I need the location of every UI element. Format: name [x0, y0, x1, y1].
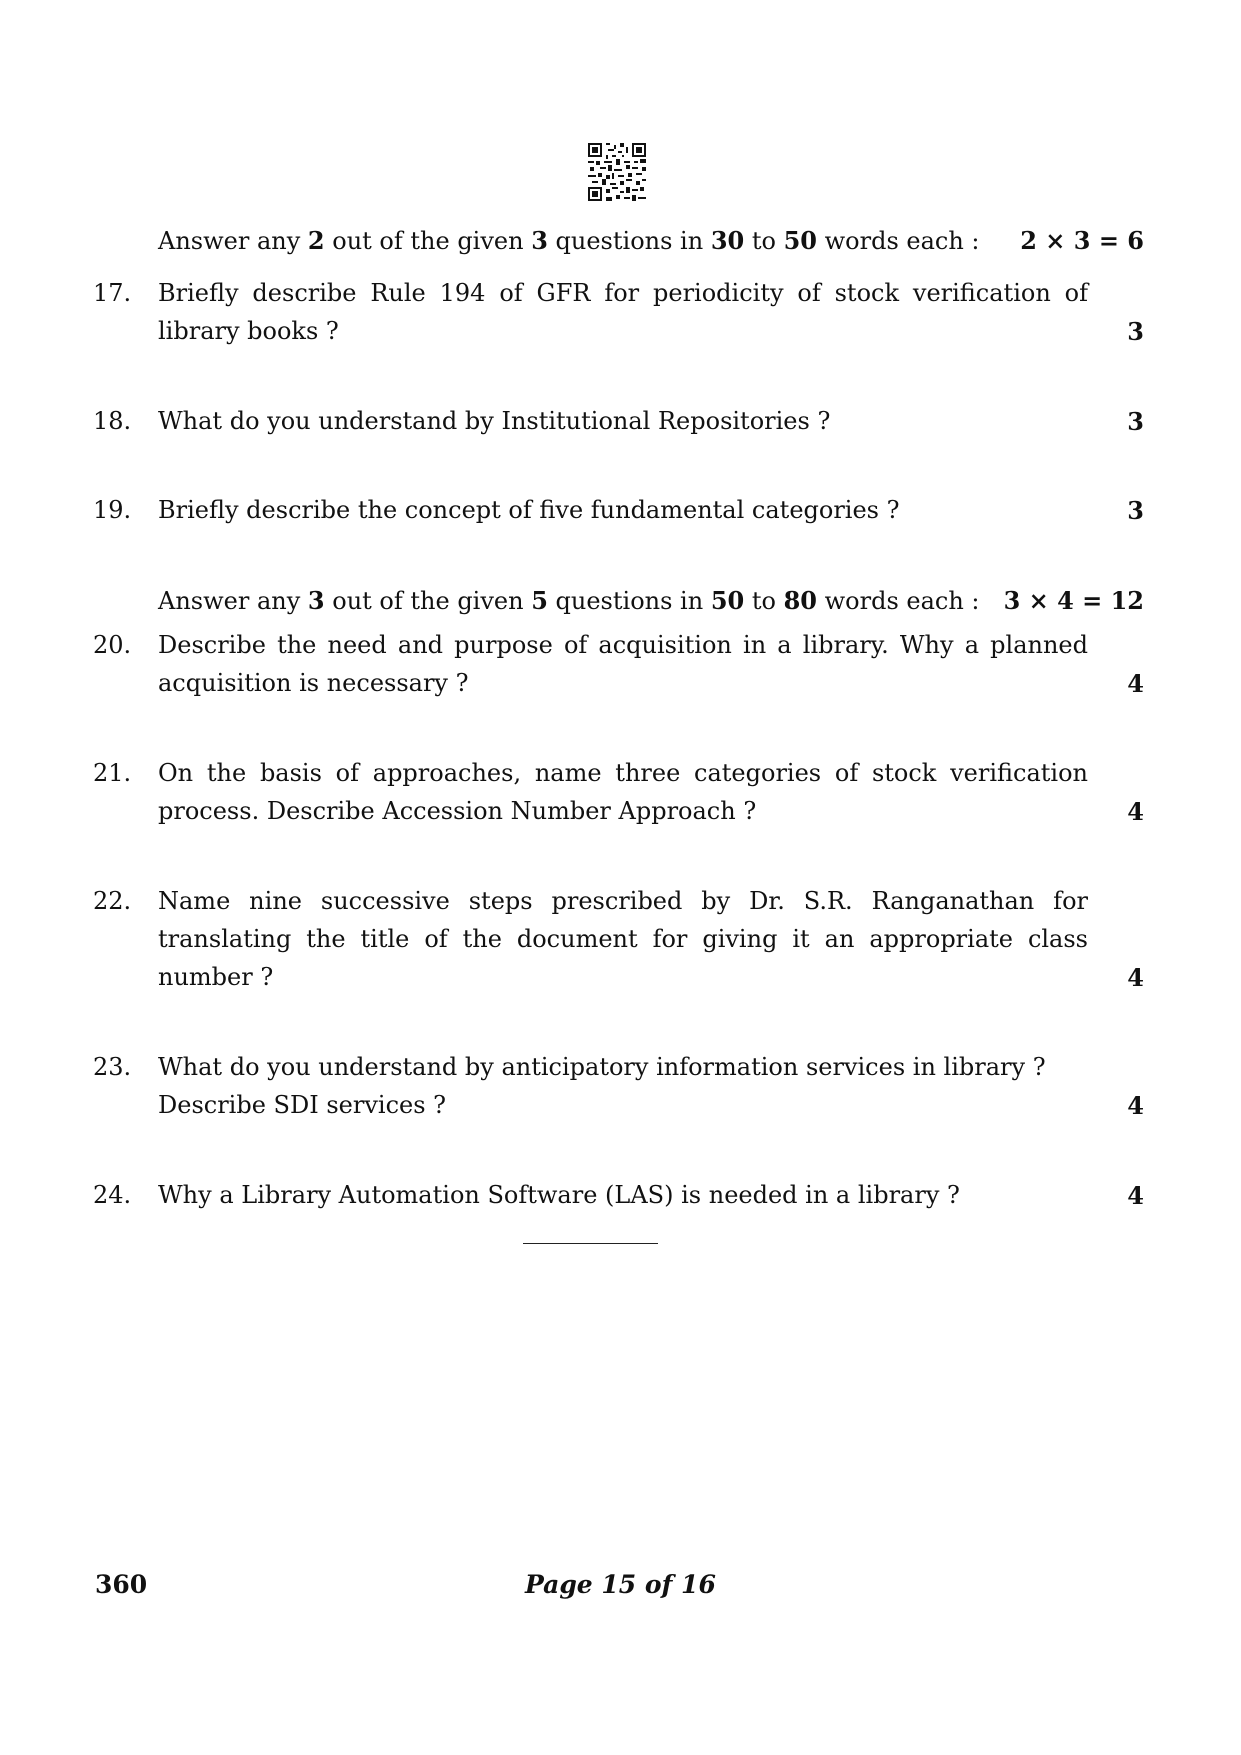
question-number-21: 21. — [93, 759, 132, 787]
question-20-marks: 4 — [1127, 669, 1144, 698]
question-24-line-1: Why a Library Automation Software (LAS) is needed in a library ? — [158, 1181, 960, 1209]
question-23-line-1: What do you understand by anticipatory information services in library ? — [158, 1053, 1046, 1081]
question-21-marks: 4 — [1127, 797, 1144, 826]
question-21-line-2: process. Describe Accession Number Approach ? — [158, 797, 757, 825]
question-18-marks: 3 — [1127, 407, 1144, 436]
question-number-19: 19. — [93, 496, 132, 524]
question-number-17: 17. — [93, 279, 132, 307]
question-17-line-1: Briefly describe Rule 194 of GFR for periodicity of stock verification of — [158, 279, 1088, 307]
qr-code-icon — [588, 143, 646, 201]
question-20-line-1: Describe the need and purpose of acquisition in a library. Why a planned — [158, 631, 1088, 659]
question-number-24: 24. — [93, 1181, 132, 1209]
question-19-line-1: Briefly describe the concept of five fundamental categories ? — [158, 496, 900, 524]
paper-code: 360 — [95, 1570, 148, 1599]
question-24-marks: 4 — [1127, 1181, 1144, 1210]
end-divider — [523, 1243, 658, 1244]
question-23-marks: 4 — [1127, 1091, 1144, 1120]
page-number: Page 15 of 16 — [525, 1570, 716, 1599]
question-19-marks: 3 — [1127, 496, 1144, 525]
question-22-marks: 4 — [1127, 963, 1144, 992]
question-22-line-1: Name nine successive steps prescribed by Dr. S.R. Ranganathan for — [158, 887, 1088, 915]
question-number-22: 22. — [93, 887, 132, 915]
section-instruction-1: Answer any 2 out of the given 3 questions in 30 to 50 words each : — [158, 226, 980, 255]
section-marks-1: 2 × 3 = 6 — [1020, 226, 1144, 255]
question-18-line-1: What do you understand by Institutional Repositories ? — [158, 407, 831, 435]
question-20-line-2: acquisition is necessary ? — [158, 669, 469, 697]
section-instruction-2: Answer any 3 out of the given 5 questions in 50 to 80 words each : — [158, 586, 980, 615]
question-22-line-2: translating the title of the document for giving it an appropriate class — [158, 925, 1088, 953]
question-21-line-1: On the basis of approaches, name three categories of stock verification — [158, 759, 1088, 787]
question-number-23: 23. — [93, 1053, 132, 1081]
question-number-20: 20. — [93, 631, 132, 659]
question-22-line-3: number ? — [158, 963, 274, 991]
question-23-line-2: Describe SDI services ? — [158, 1091, 447, 1119]
question-17-marks: 3 — [1127, 317, 1144, 346]
section-marks-2: 3 × 4 = 12 — [1003, 586, 1144, 615]
question-number-18: 18. — [93, 407, 132, 435]
question-17-line-2: library books ? — [158, 317, 339, 345]
